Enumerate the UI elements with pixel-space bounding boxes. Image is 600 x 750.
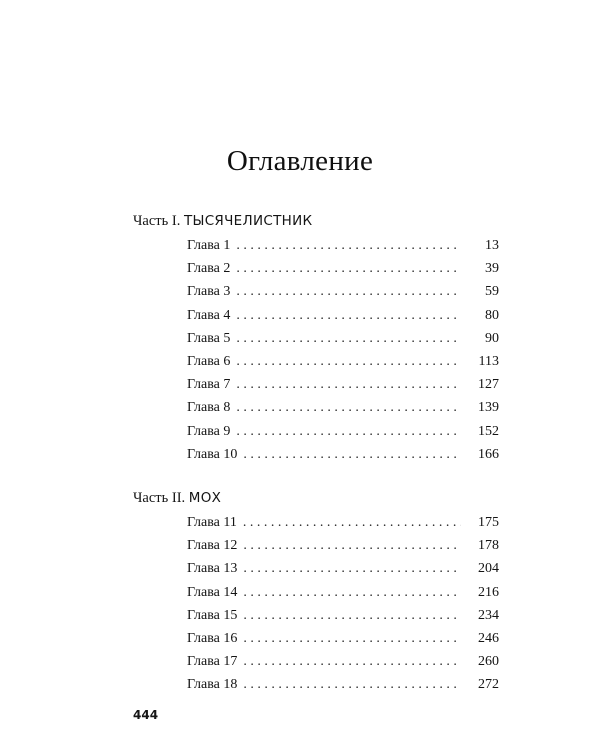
toc-entry <box>187 585 499 608</box>
chapter-label: Глава 6 <box>187 353 231 369</box>
page-title: Оглавление <box>226 145 374 177</box>
chapter-list <box>187 238 499 470</box>
chapter-label: Глава 12 <box>187 538 238 554</box>
chapter-page: 39 <box>485 261 499 277</box>
toc-entry <box>187 538 499 561</box>
chapter-label: Глава 13 <box>187 561 238 577</box>
toc-entry <box>187 400 499 423</box>
dot-leader <box>236 400 461 416</box>
toc-entry <box>187 284 499 307</box>
chapter-list <box>187 515 499 701</box>
toc-entry <box>187 608 499 631</box>
chapter-page: 234 <box>478 607 499 623</box>
toc-entry <box>187 331 499 354</box>
chapter-page: 175 <box>478 515 499 530</box>
chapter-label: Глава 3 <box>187 284 231 300</box>
chapter-page: 90 <box>485 330 499 346</box>
chapter-page: 127 <box>478 377 499 393</box>
dot-leader <box>243 654 461 670</box>
chapter-label: Глава 4 <box>187 307 231 323</box>
chapter-page: 80 <box>485 307 499 323</box>
dot-leader <box>236 261 461 277</box>
chapter-page: 59 <box>485 284 499 300</box>
chapter-page: 139 <box>478 400 499 416</box>
dot-leader <box>236 238 461 254</box>
chapter-label: Глава 17 <box>187 654 238 670</box>
part-heading <box>133 213 312 230</box>
dot-leader <box>243 608 461 624</box>
toc-entry <box>187 377 499 400</box>
chapter-label: Глава 11 <box>187 515 237 530</box>
chapter-label: Глава 16 <box>187 630 238 646</box>
dot-leader <box>236 308 461 324</box>
chapter-label: Глава 2 <box>187 261 231 277</box>
chapter-page: 216 <box>478 584 499 600</box>
toc-entry <box>187 261 499 284</box>
chapter-page: 272 <box>478 677 499 693</box>
dot-leader <box>243 561 461 577</box>
chapter-label: Глава 8 <box>187 400 231 416</box>
chapter-label: Глава 5 <box>187 330 231 346</box>
dot-leader <box>243 585 461 601</box>
part-heading <box>133 490 221 507</box>
chapter-page: 166 <box>478 446 499 462</box>
chapter-label: Глава 9 <box>187 423 231 439</box>
page-number: 444 <box>133 708 159 722</box>
toc-entry <box>187 631 499 654</box>
toc-entry <box>187 515 499 538</box>
dot-leader <box>243 677 461 693</box>
chapter-label: Глава 15 <box>187 607 238 623</box>
part-name: ТЫСЯЧЕЛИСТНИК <box>183 213 313 229</box>
toc-entry <box>187 354 499 377</box>
toc-entry <box>187 561 499 584</box>
chapter-page: 113 <box>478 353 499 369</box>
dot-leader <box>236 377 461 393</box>
toc-entry <box>187 238 499 261</box>
dot-leader <box>236 424 461 440</box>
dot-leader <box>243 631 461 647</box>
chapter-page: 13 <box>485 238 499 253</box>
part-label: Часть I. <box>133 213 181 229</box>
dot-leader <box>243 538 461 554</box>
toc-entry <box>187 677 499 700</box>
dot-leader <box>236 354 461 370</box>
chapter-label: Глава 1 <box>187 238 231 253</box>
chapter-page: 260 <box>478 654 499 670</box>
chapter-page: 152 <box>478 423 499 439</box>
chapter-page: 204 <box>478 561 499 577</box>
part-label: Часть II. <box>133 490 186 506</box>
chapter-label: Глава 14 <box>187 584 238 600</box>
part-name: МОХ <box>188 490 222 506</box>
toc-entry <box>187 447 499 470</box>
toc-entry <box>187 424 499 447</box>
dot-leader <box>236 331 461 347</box>
chapter-label: Глава 7 <box>187 377 231 393</box>
chapter-label: Глава 10 <box>187 446 238 462</box>
dot-leader <box>236 284 461 300</box>
dot-leader <box>243 447 461 463</box>
chapter-page: 246 <box>478 630 499 646</box>
toc-entry <box>187 308 499 331</box>
toc-entry <box>187 654 499 677</box>
dot-leader <box>243 515 461 531</box>
chapter-page: 178 <box>478 538 499 554</box>
chapter-label: Глава 18 <box>187 677 238 693</box>
